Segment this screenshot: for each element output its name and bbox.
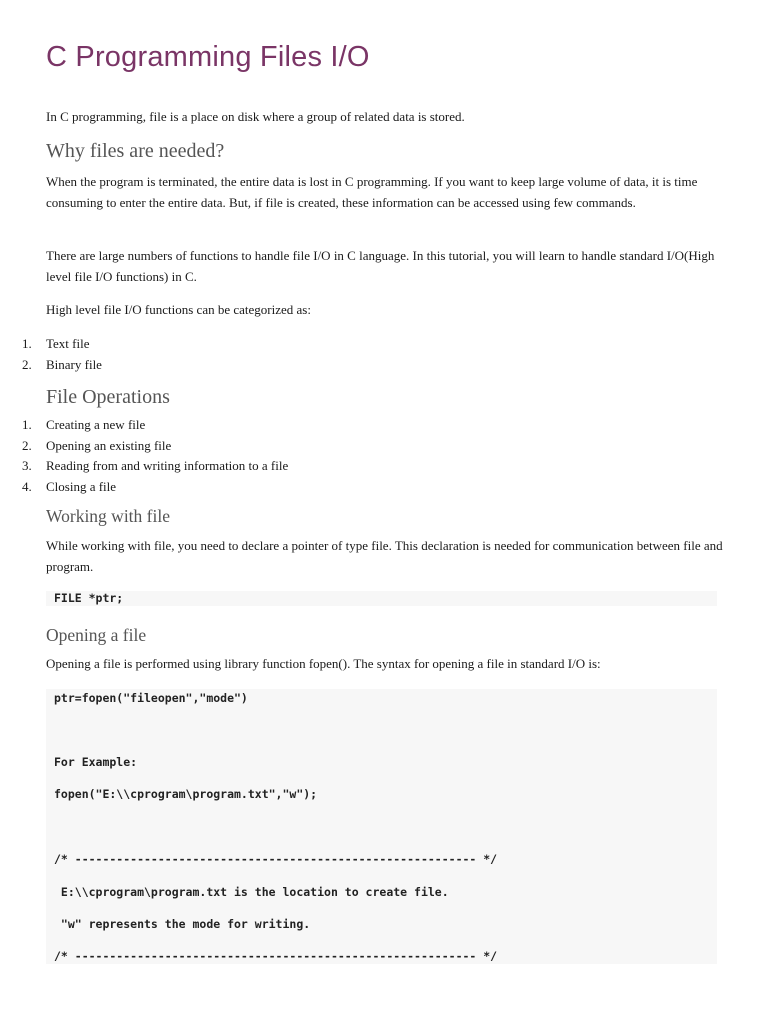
code-block-fopen <box>46 689 717 964</box>
list-number: 2. <box>22 356 32 372</box>
working-paragraph: While working with file, you need to declare a pointer of type file. This declaration is needed for communication between file and program. <box>46 538 723 574</box>
why-paragraph-2: There are large numbers of functions to handle file I/O in C language. In this tutorial, you will learn to handle standard I/O(High level file I/O functions) in C. <box>46 248 715 284</box>
code-line: fopen("E:\\cprogram\program.txt","w"); <box>54 787 318 801</box>
why-paragraph-3: High level file I/O functions can be categorized as: <box>46 302 311 317</box>
section-heading-working: Working with file <box>46 506 170 526</box>
list-number: 1. <box>22 417 32 432</box>
list-item <box>0 456 720 477</box>
code-line: ptr=fopen("fileopen","mode") <box>54 691 248 705</box>
list-item <box>0 355 720 376</box>
code-line: FILE *ptr; <box>54 591 124 605</box>
code-line: "w" represents the mode for writing. <box>54 917 311 931</box>
section-heading-why: Why files are needed? <box>46 140 225 162</box>
list-text: Binary file <box>46 356 102 372</box>
opening-paragraph: Opening a file is performed using library function fopen(). The syntax for opening a file in standard I/O is: <box>46 656 601 671</box>
list-number: 4. <box>22 478 32 494</box>
list-number: 2. <box>22 437 32 453</box>
list-number: 3. <box>22 458 32 473</box>
list-text: Text file <box>46 336 90 351</box>
code-line: /* ---------------------------------------------------------- */ <box>54 852 498 866</box>
code-block-declaration <box>46 591 717 606</box>
list-item <box>0 477 720 498</box>
list-number: 1. <box>22 336 32 351</box>
list-text: Closing a file <box>46 478 117 494</box>
code-line: /* ---------------------------------------------------------- */ <box>54 949 498 963</box>
code-line: For Example: <box>54 755 138 769</box>
section-heading-operations: File Operations <box>46 386 170 408</box>
list-text: Opening an existing file <box>46 437 172 453</box>
list-text: Creating a new file <box>46 417 146 432</box>
intro-paragraph: In C programming, file is a place on disk where a group of related data is stored. <box>46 109 465 124</box>
file-category-list <box>0 334 720 375</box>
list-item <box>0 334 720 355</box>
page-title: C Programming Files I/O <box>46 41 370 73</box>
file-operations-list <box>0 415 720 497</box>
list-item <box>0 415 720 436</box>
list-item <box>0 436 720 457</box>
code-line: E:\\cprogram\program.txt is the location to create file. <box>54 885 449 899</box>
why-paragraph-1: When the program is terminated, the entire data is lost in C programming. If you want to keep large volume of data, it is time consuming to enter the entire data. But, if file is created, these information can be accessed using few commands. <box>46 174 698 210</box>
section-heading-opening: Opening a file <box>46 625 147 645</box>
list-text: Reading from and writing information to a file <box>46 458 289 473</box>
